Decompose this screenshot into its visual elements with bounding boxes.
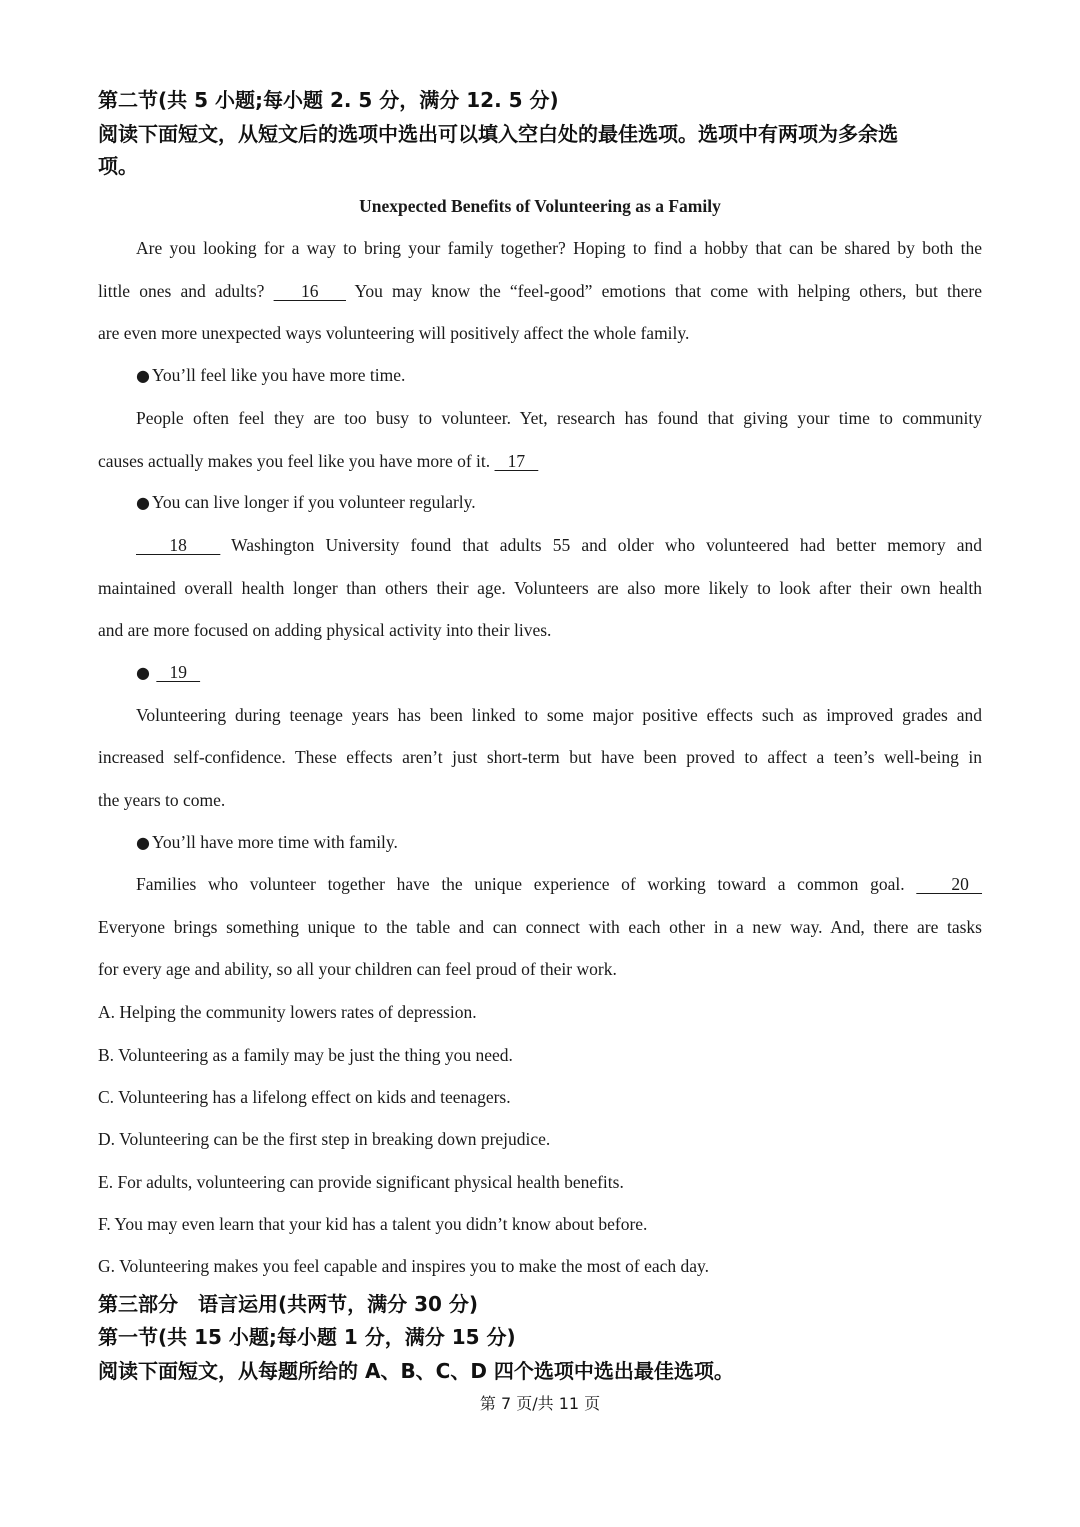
passage-title: Unexpected Benefits of Volunteering as a Family [359, 196, 721, 216]
option-c: C. Volunteering has a lifelong effect on kids and teenagers. [98, 1087, 511, 1107]
paragraph1-text-a: little ones and adults? [98, 281, 274, 301]
section2-heading: 第二节(共 5 小题;每小题 2. 5 分，满分 12. 5 分) [98, 88, 559, 112]
option-a: A. Helping the community lowers rates of depression. [98, 1002, 477, 1022]
paragraph4-line1: Volunteering during teenage years has been linked to some major positive effects such as improved grades and [136, 705, 982, 725]
paragraph4-line3: the years to come. [98, 790, 226, 810]
paragraph5-text: Families who volunteer together have the unique experience of working toward a common goal. [136, 874, 917, 894]
paragraph3-line1 [136, 533, 982, 557]
part3-instructions: 阅读下面短文，从每题所给的 A、B、C、D 四个选项中选出最佳选项。 [98, 1359, 734, 1383]
option-g: G. Volunteering makes you feel capable and inspires you to make the most of each day. [98, 1256, 710, 1276]
heading-text: You’ll have more time with family. [151, 832, 398, 852]
option-d: D. Volunteering can be the first step in breaking down prejudice. [98, 1129, 551, 1149]
section2-instructions-line2: 项。 [98, 154, 138, 178]
paragraph1-line2 [98, 279, 982, 303]
heading-text: You can live longer if you volunteer regularly. [151, 492, 476, 512]
option-e: E. For adults, volunteering can provide significant physical health benefits. [98, 1172, 624, 1192]
paragraph2-line1: People often feel they are too busy to volunteer. Yet, research has found that giving your time to community [136, 408, 982, 428]
blank-16: 16 [273, 281, 346, 301]
option-f: F. You may even learn that your kid has a talent you didn’t know about before. [98, 1214, 648, 1234]
paragraph1-text-b: You may know the “feel-good” emotions that come with helping others, but there [345, 281, 983, 301]
option-b: B. Volunteering as a family may be just the thing you need. [98, 1045, 513, 1065]
part3-section1-heading: 第一节(共 15 小题;每小题 1 分，满分 15 分) [98, 1325, 516, 1349]
paragraph1-line3: are even more unexpected ways volunteering will positively affect the whole family. [98, 323, 690, 343]
heading-family-time [136, 830, 982, 855]
paragraph4-line2: increased self-confidence. These effects aren’t just short-term but have been proved to affect a teen’s well-being in [98, 747, 982, 767]
paragraph2-text: causes actually makes you feel like you have more of it. [98, 451, 495, 471]
heading-live-longer [136, 490, 982, 515]
heading-more-time [136, 363, 982, 388]
part3-heading: 第三部分 语言运用(共两节，满分 30 分) [98, 1292, 479, 1316]
bullet-icon: ● [136, 833, 150, 852]
blank-17: 17 [494, 451, 539, 471]
blank-19: 19 [156, 662, 201, 682]
paragraph3-line2: maintained overall health longer than others their age. Volunteers are also more likely to look after their own health [98, 578, 982, 598]
paragraph5-line2: Everyone brings something unique to the table and can connect with each other in a new way. And, there are tasks [98, 917, 982, 937]
bullet-icon: ● [136, 663, 150, 682]
paragraph3-line3: and are more focused on adding physical activity into their lives. [98, 620, 552, 640]
paragraph2-line2 [98, 449, 982, 473]
heading-text: You’ll feel like you have more time. [151, 365, 406, 385]
paragraph3-text: Washington University found that adults 55 and older who volunteered had better memory and [220, 535, 983, 555]
paragraph1-line1: Are you looking for a way to bring your family together? Hoping to find a hobby that can be shared by both the [136, 238, 982, 258]
paragraph5-line3: for every age and ability, so all your children can feel proud of their work. [98, 959, 617, 979]
blank-18: 18 [136, 535, 221, 555]
bullet-icon: ● [136, 366, 150, 385]
section2-instructions-line1: 阅读下面短文，从短文后的选项中选出可以填入空白处的最佳选项。选项中有两项为多余选 [98, 122, 898, 146]
blank-20: 20 [916, 874, 983, 894]
bullet-icon: ● [136, 493, 150, 512]
page-number: 第 7 页/共 11 页 [479, 1394, 601, 1413]
heading-blank-19 [136, 660, 982, 685]
paragraph5-line1 [136, 872, 982, 896]
